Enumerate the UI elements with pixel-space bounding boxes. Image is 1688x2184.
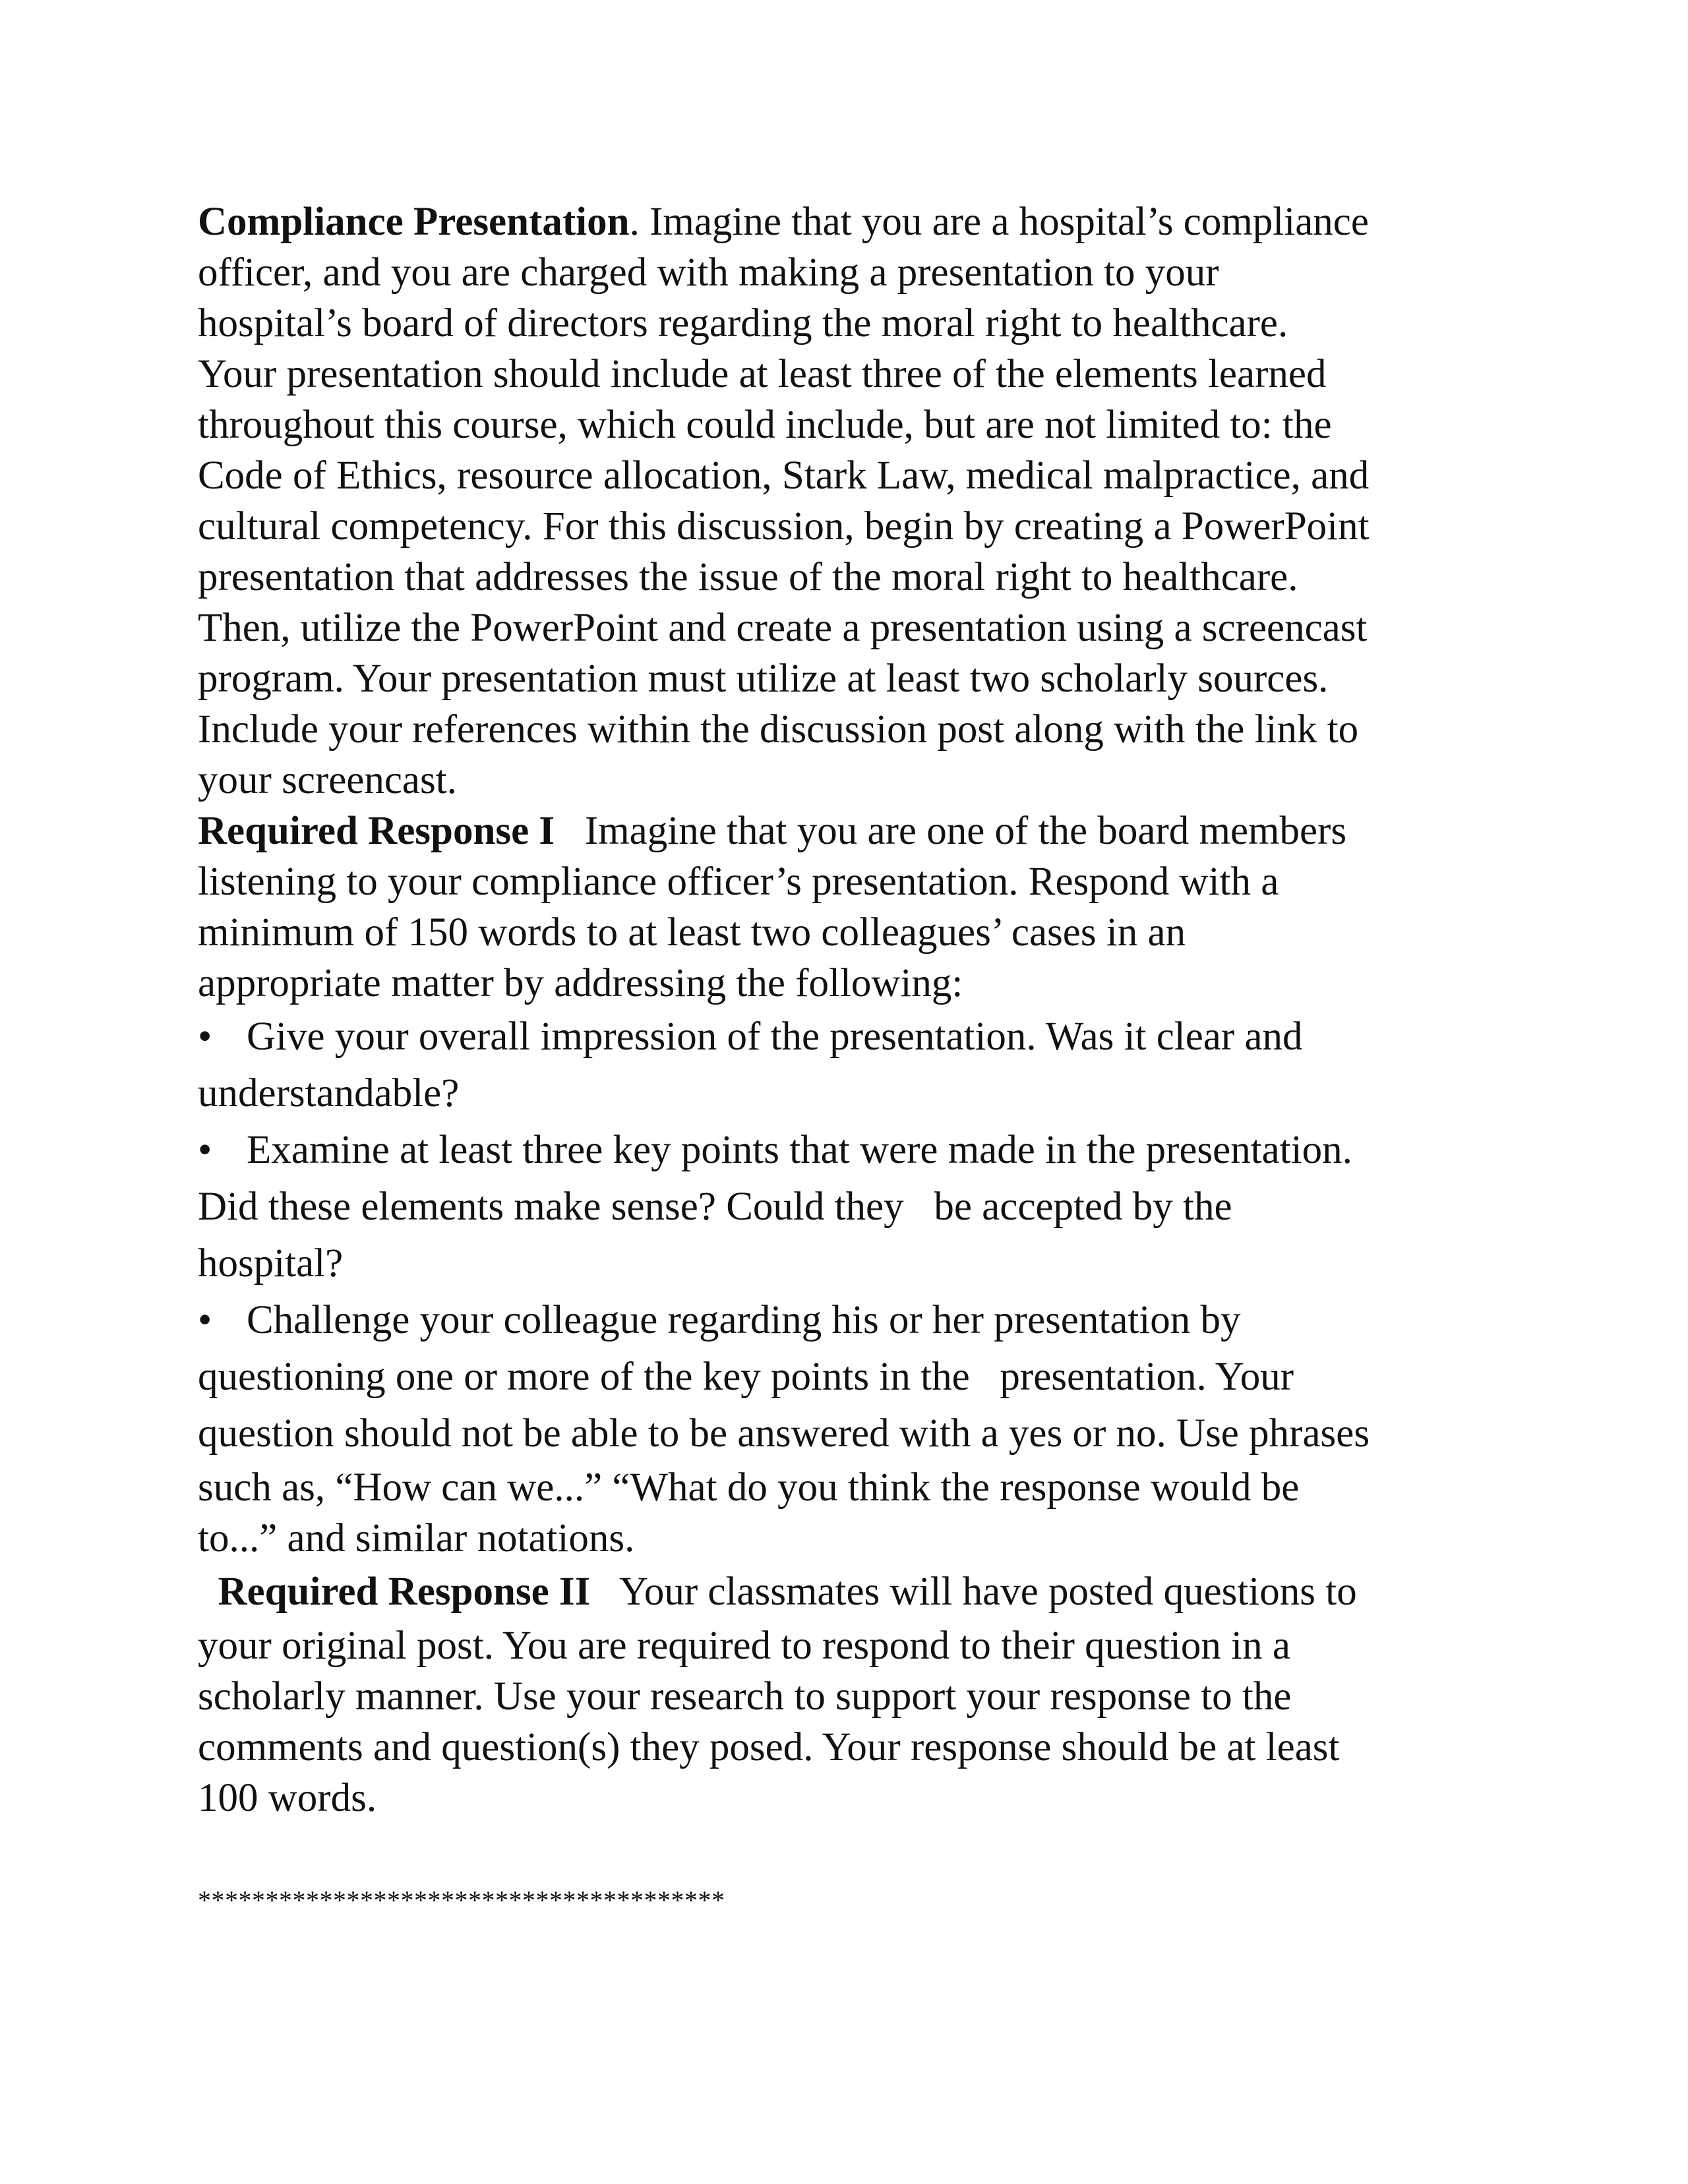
intro-line: Then, utilize the PowerPoint and create a presentation using a screencast <box>198 606 1368 650</box>
intro-line: Code of Ethics, resource allocation, Stark Law, medical malpractice, and <box>198 454 1370 498</box>
response-1-first-line-text: Imagine that you are one of the board members <box>555 809 1347 853</box>
response-1-line: minimum of 150 words to at least two colleagues’ cases in an <box>198 910 1186 955</box>
response-2-line: scholarly manner. Use your research to support your response to the <box>198 1674 1292 1719</box>
response-2-first-line-text: Your classmates will have posted questions to <box>590 1570 1357 1614</box>
response-2-line: your original post. You are required to respond to their question in a <box>198 1624 1290 1668</box>
response-2-line: comments and question(s) they posed. Your response should be at least <box>198 1725 1340 1769</box>
required-response-1-section <box>198 806 1503 1564</box>
asterisk-separator: *************************************** <box>198 1885 725 1915</box>
bullet-continuation: understandable? <box>198 1071 460 1115</box>
intro-line: hospital’s board of directors regarding the moral right to healthcare. <box>198 301 1288 345</box>
bullet-continuation: hospital? <box>198 1241 344 1285</box>
bullet-icon: • <box>198 1298 212 1342</box>
intro-line: throughout this course, which could include, but are not limited to: the <box>198 403 1332 447</box>
bullet-first-line <box>198 1122 1503 1179</box>
bullet-continuation: question should not be able to be answered with a yes or no. Use phrases <box>198 1411 1370 1456</box>
response-2-first-line <box>198 1564 1503 1620</box>
intro-line: presentation that addresses the issue of the moral right to healthcare. <box>198 555 1298 599</box>
bullet-item <box>198 1009 1503 1122</box>
bullet-continuation: such as, “How can we...” “What do you think the response would be <box>198 1465 1300 1510</box>
required-response-1-heading: Required Response I <box>198 809 555 853</box>
intro-line: program. Your presentation must utilize at least two scholarly sources. <box>198 657 1329 701</box>
intro-first-line <box>198 196 1503 247</box>
intro-line: your screencast. <box>198 758 457 802</box>
intro-paragraph <box>198 196 1503 806</box>
intro-line: cultural competency. For this discussion, begin by creating a PowerPoint <box>198 504 1370 548</box>
bullet-text: Give your overall impression of the presentation. Was it clear and <box>247 1015 1303 1059</box>
bullet-item <box>198 1122 1503 1292</box>
required-response-2-heading: Required Response II <box>218 1570 591 1614</box>
document-body <box>198 196 1503 1823</box>
intro-line: Include your references within the discussion post along with the link to <box>198 707 1359 752</box>
bullet-continuation: questioning one or more of the key points in the presentation. Your <box>198 1355 1294 1399</box>
intro-line: officer, and you are charged with making a presentation to your <box>198 251 1219 295</box>
bullet-first-line <box>198 1009 1503 1065</box>
bullet-continuation: to...” and similar notations. <box>198 1516 635 1560</box>
response-1-first-line <box>198 806 1503 856</box>
bullet-text: Challenge your colleague regarding his or her presentation by <box>247 1298 1241 1342</box>
response-1-line: listening to your compliance officer’s presentation. Respond with a <box>198 860 1279 904</box>
bullet-text: Examine at least three key points that were made in the presentation. <box>247 1128 1352 1172</box>
bullet-first-line <box>198 1292 1503 1349</box>
bullet-item <box>198 1292 1503 1564</box>
response-1-line: appropriate matter by addressing the following: <box>198 961 963 1005</box>
response-2-line: 100 words. <box>198 1776 377 1820</box>
intro-first-line-text: . Imagine that you are a hospital’s compliance <box>629 200 1369 244</box>
required-response-2-section <box>198 1564 1503 1823</box>
bullet-continuation: Did these elements make sense? Could they be accepted by the <box>198 1185 1232 1229</box>
intro-line: Your presentation should include at least three of the elements learned <box>198 352 1327 396</box>
bullet-icon: • <box>198 1128 212 1172</box>
compliance-presentation-heading: Compliance Presentation <box>198 200 630 244</box>
bullet-icon: • <box>198 1015 212 1059</box>
